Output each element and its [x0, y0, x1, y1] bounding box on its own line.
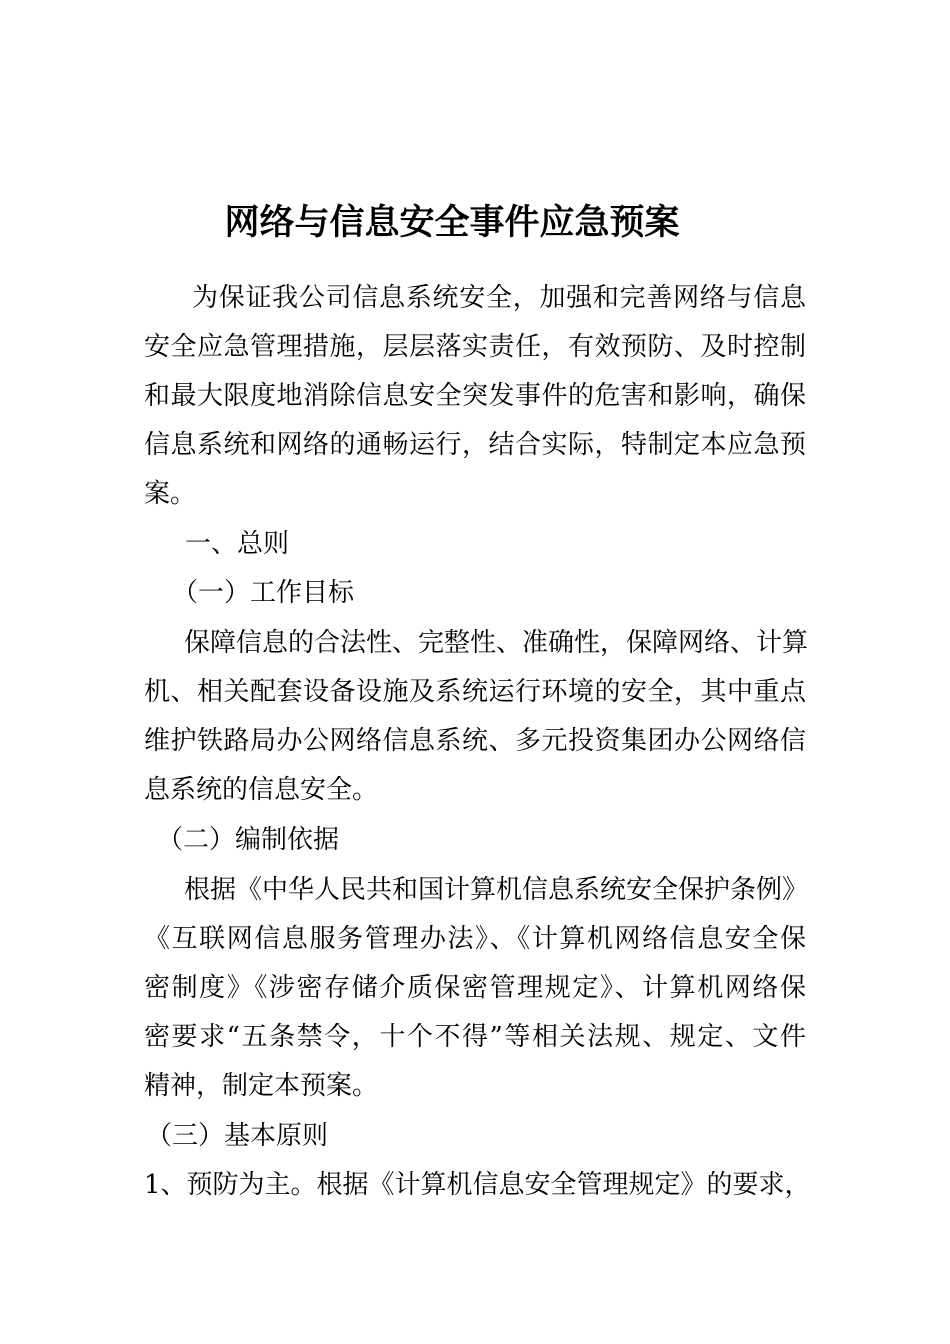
- intro-line-1: 为保证我公司信息系统安全，加强和完善网络与信息: [192, 283, 806, 313]
- section-heading-general: 一、总则: [185, 529, 290, 559]
- objectives-line-2: 机、相关配套设备设施及系统运行环境的安全，其中重点: [144, 677, 806, 707]
- document-title: 网络与信息安全事件应急预案: [224, 203, 680, 243]
- subsection-heading-objectives: （一）工作目标: [172, 578, 355, 608]
- basis-line-3: 密制度》《涉密存储介质保密管理规定》、计算机网络保: [144, 973, 806, 1003]
- subsection-heading-principles: （三）基本原则: [146, 1121, 329, 1151]
- principle-1-line: 1、预防为主。根据《计算机信息安全管理规定》的要求，: [144, 1170, 811, 1200]
- intro-line-2: 安全应急管理措施，层层落实责任，有效预防、及时控制: [144, 332, 806, 362]
- intro-line-4: 信息系统和网络的通畅运行，结合实际，特制定本应急预: [144, 430, 806, 460]
- intro-line-3: 和最大限度地消除信息安全突发事件的危害和影响，确保: [144, 381, 806, 411]
- basis-line-2: 《互联网信息服务管理办法》、《计算机网络信息安全保: [144, 924, 806, 954]
- basis-line-4: 密要求“五条禁令，十个不得”等相关法规、规定、文件: [144, 1022, 806, 1052]
- basis-line-5: 精神，制定本预案。: [144, 1071, 379, 1101]
- objectives-line-4: 息系统的信息安全。: [144, 775, 379, 805]
- intro-line-5: 案。: [144, 479, 197, 509]
- objectives-line-1: 保障信息的合法性、完整性、准确性，保障网络、计算: [184, 628, 809, 658]
- basis-line-1: 根据《中华人民共和国计算机信息系统安全保护条例》: [184, 875, 809, 905]
- objectives-line-3: 维护铁路局办公网络信息系统、多元投资集团办公网络信: [144, 726, 806, 756]
- subsection-heading-basis: （二）编制依据: [157, 825, 340, 855]
